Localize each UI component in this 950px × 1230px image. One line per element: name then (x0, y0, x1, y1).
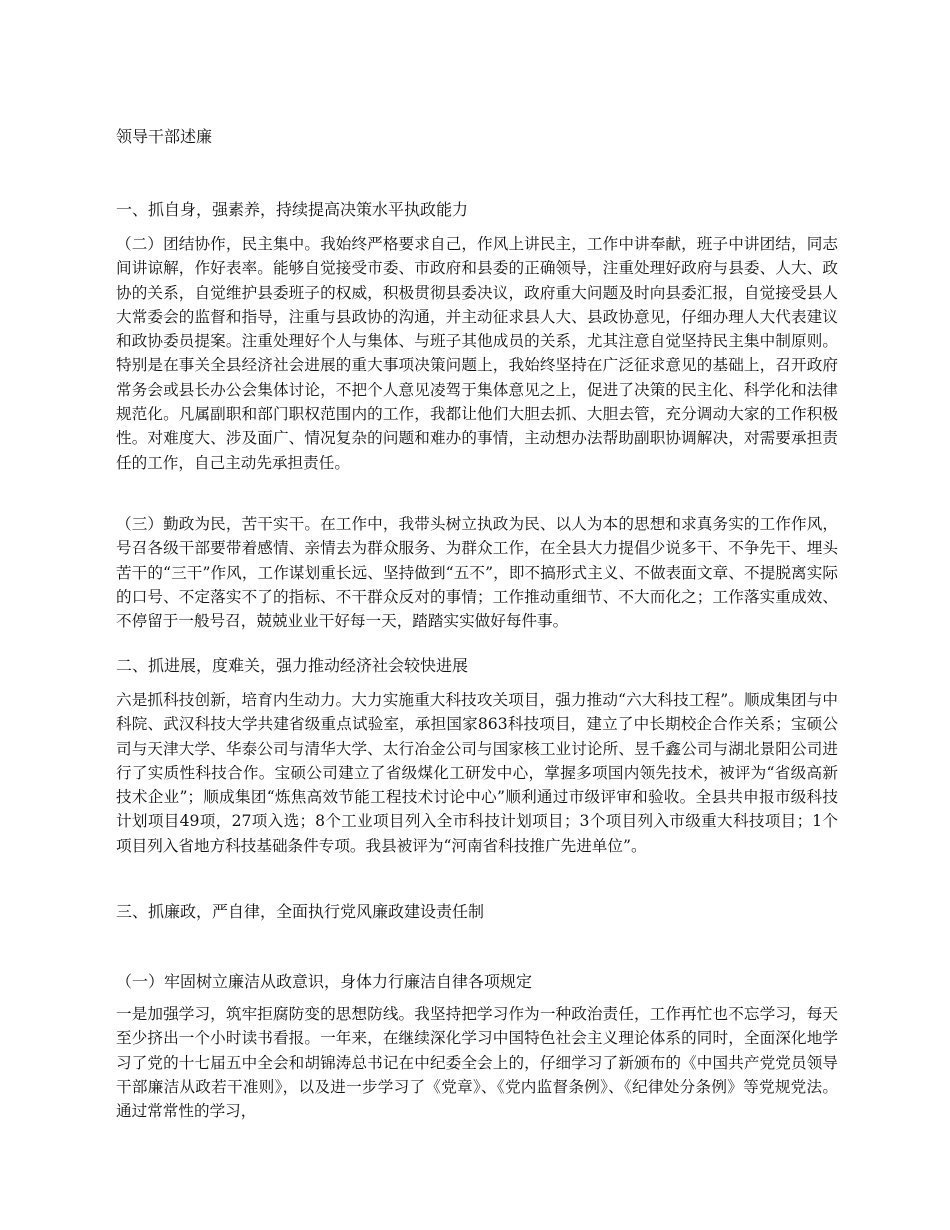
document-title: 领导干部述廉 (116, 127, 213, 146)
paragraph-tech-innovation: 六是抓科技创新，培育内生动力。大力实施重大科技攻关项目，强力推动“六大科技工程”。顺成集团与中科院、武汉科技大学共建省级重点试验室，承担国家863科技项目，建立了中长期校企合作关系；宝硕公司与天津大学、华泰公司与清华大学、太行冶金公司与国家核工业讨论所、昱千鑫公司与湖北景阳公司进行了实质性科技合作。宝硕公司建立了省级煤化工研发中心，掌握多项国内领先技术，被评为“省级高新技术企业”；顺成集团“炼焦高效节能工程技术讨论中心”顺利通过市级评审和验收。全县共申报市级科技计划项目49项，27项入选；8个工业项目列入全市科技计划项目；3个项目列入市级重大科技项目；1个项目列入省地方科技基础条件专项。我县被评为“河南省科技推广先进单位”。 (116, 691, 838, 855)
subsection-heading-1: （一）牢固树立廉洁从政意识，身体力行廉洁自律各项规定 (116, 972, 533, 991)
paragraph-study: 一是加强学习，筑牢拒腐防变的思想防线。我坚持把学习作为一种政治责任，工作再忙也不忘学习，每天至少挤出一个小时读书看报。一年来，在继续深化学习中国特色社会主义理论体系的同时，全面深化地学习了党的十七届五中全会和胡锦涛总书记在中纪委全会上的，仔细学习了新颁布的《中国共产党党员领导干部廉洁从政若干准则》，以及进一步学习了《党章》、《党内监督条例》、《纪律处分条例》等党规党法。通过常常性的学习， (116, 1005, 838, 1121)
section-heading-3: 三、抓廉政，严自律，全面执行党风廉政建设责任制 (116, 902, 485, 921)
paragraph-unity-cooperation: （二）团结协作，民主集中。我始终严格要求自己，作风上讲民主，工作中讲奉献，班子中讲团结，同志间讲谅解，作好表率。能够自觉接受市委、市政府和县委的正确领导，注重处理好政府与县委、人大、政协的关系，自觉维护县委班子的权威，积极贯彻县委决议，政府重大问题及时向县委汇报，自觉接受县人大常委会的监督和指导，注重与县政协的沟通，并主动征求县人大、县政协意见，仔细办理人大代表建议和政协委员提案。注重处理好个人与集体、与班子其他成员的关系，尤其注意自觉坚持民主集中制原则。特别是在事关全县经济社会进展的重大事项决策问题上，我始终坚持在广泛征求意见的基础上，召开政府常务会或县长办公会集体讨论，不把个人意见凌驾于集体意见之上，促进了决策的民主化、科学化和法律规范化。凡属副职和部门职权范围内的工作，我都让他们大胆去抓、大胆去管，充分调动大家的工作积极性。对难度大、涉及面广、情况复杂的问题和难办的事情，主动想办法帮助副职协调解决，对需要承担责任的工作，自己主动先承担责任。 (116, 235, 838, 472)
section-heading-2: 二、抓进展，度难关，强力推动经济社会较快进展 (116, 656, 469, 675)
paragraph-diligence: （三）勤政为民，苦干实干。在工作中，我带头树立执政为民、以人为本的思想和求真务实的工作作风，号召各级干部要带着感情、亲情去为群众服务、为群众工作，在全县大力提倡少说多干、不争先干、埋头苦干的“三干”作风，工作谋划重长远、坚持做到“五不”，即不搞形式主义、不做表面文章、不提脱离实际的口号、不定落实不了的指标、不干群众反对的事情；工作推动重细节、不大而化之；工作落实重成效、不停留于一般号召，兢兢业业干好每一天，踏踏实实做好每件事。 (116, 515, 838, 631)
section-heading-1: 一、抓自身，强素养，持续提高决策水平执政能力 (116, 200, 469, 219)
